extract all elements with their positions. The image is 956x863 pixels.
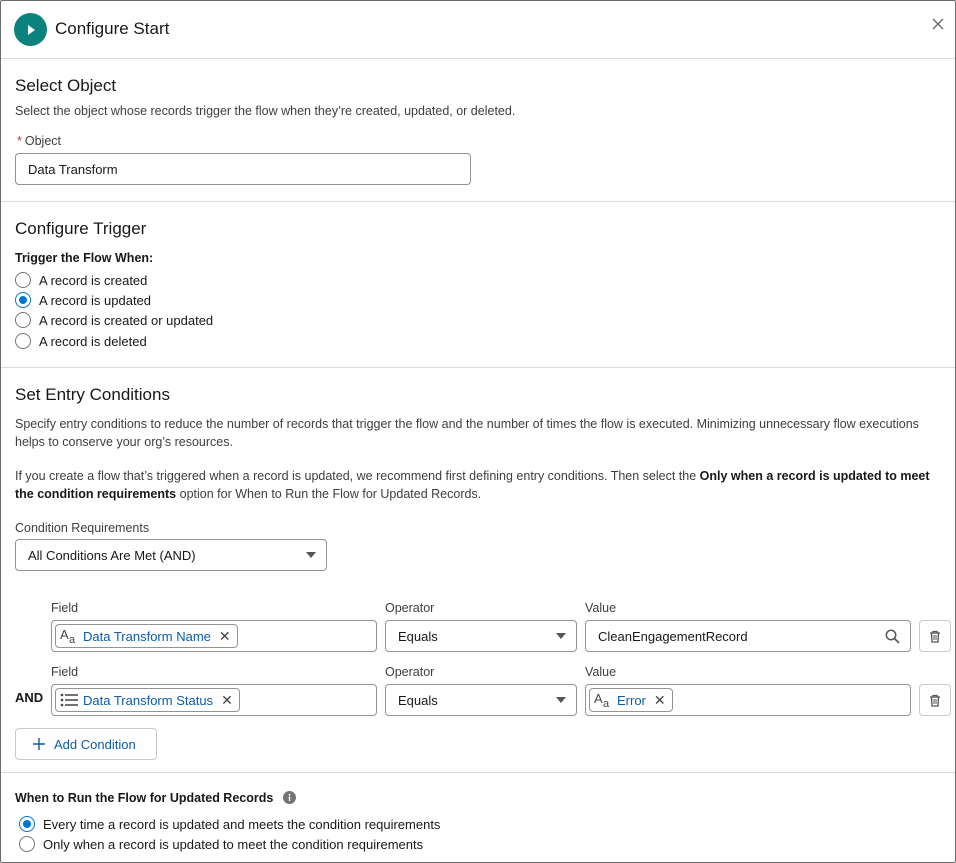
picklist-icon — [59, 692, 79, 708]
field-pill[interactable]: A a Data Transform Name ✕ — [55, 624, 238, 648]
value-pill[interactable]: A a Error ✕ — [589, 688, 673, 712]
trigger-option-created-or-updated[interactable]: A record is created or updated — [15, 311, 213, 329]
field-pill[interactable]: Data Transform Status ✕ — [55, 688, 240, 712]
play-icon — [14, 13, 47, 46]
svg-text:a: a — [603, 698, 610, 709]
add-condition-button[interactable]: Add Condition — [15, 728, 157, 760]
remove-icon[interactable]: ✕ — [221, 692, 233, 708]
condition-2-field-input[interactable] — [51, 684, 377, 716]
chevron-down-icon — [556, 697, 566, 703]
text-type-icon — [593, 691, 613, 709]
text-type-icon — [59, 627, 79, 645]
svg-text:a: a — [69, 634, 76, 645]
field-label: Field — [51, 665, 79, 679]
object-label: * Object — [17, 134, 62, 148]
radio-button[interactable] — [19, 816, 35, 832]
section-description: Select the object whose records trigger the flow when they’re created, updated, or deleted. — [15, 104, 516, 118]
radio-button[interactable] — [15, 272, 31, 288]
select-object-section — [1, 59, 955, 202]
configure-trigger-section — [1, 202, 955, 368]
section-title: Set Entry Conditions — [15, 385, 170, 404]
info-icon[interactable] — [283, 791, 296, 804]
and-connector: AND — [15, 690, 44, 705]
trigger-label: Trigger the Flow When: — [15, 251, 154, 265]
entry-conditions-note: If you create a flow that’s triggered when a record is updated, we recommend first defining entry conditions. Then select the Only when a record is updated to meet the condition requirements option for When to Run the Flow for Updated Records. — [15, 469, 930, 501]
trash-icon — [929, 630, 941, 643]
operator-label: Operator — [385, 601, 435, 615]
value-label: Value — [585, 665, 617, 679]
condition-1-field-input[interactable] — [51, 620, 377, 652]
dialog-header — [1, 1, 955, 59]
radio-button[interactable] — [15, 312, 31, 328]
object-input[interactable]: Data Transform — [15, 153, 471, 185]
value-label: Value — [585, 601, 617, 615]
delete-condition-button[interactable] — [919, 620, 951, 652]
trigger-option-updated[interactable]: A record is updated — [15, 291, 151, 309]
condition-1-value-input[interactable]: CleanEngagementRecord — [585, 620, 911, 652]
plus-icon — [32, 737, 46, 751]
condition-requirements-select[interactable]: All Conditions Are Met (AND) — [15, 539, 327, 571]
svg-text:A: A — [594, 691, 603, 706]
field-label: Field — [51, 601, 79, 615]
operator-label: Operator — [385, 665, 435, 679]
radio-button[interactable] — [15, 333, 31, 349]
trash-icon — [929, 694, 941, 707]
section-title: Configure Trigger — [15, 219, 147, 238]
condition-2-value-input[interactable] — [585, 684, 911, 716]
trigger-option-created[interactable]: A record is created — [15, 271, 147, 289]
trigger-option-deleted[interactable]: A record is deleted — [15, 332, 147, 350]
run-option-only-when[interactable]: Only when a record is updated to meet the condition requirements — [19, 835, 423, 853]
required-marker: * — [17, 134, 22, 148]
section-description: Specify entry conditions to reduce the number of records that trigger the flow and the number of times the flow is executed. Minimizing unnecessary flow executions helps to conserve your org’s resources. — [15, 417, 919, 449]
close-icon[interactable] — [929, 15, 947, 33]
radio-button[interactable] — [15, 292, 31, 308]
chevron-down-icon — [306, 552, 316, 558]
dialog-title: Configure Start — [55, 19, 170, 38]
condition-1-operator-select[interactable]: Equals — [385, 620, 577, 652]
svg-text:A: A — [60, 627, 69, 642]
condition-requirements-label: Condition Requirements — [15, 521, 150, 535]
chevron-down-icon — [556, 633, 566, 639]
section-title: Select Object — [15, 76, 117, 95]
run-flow-title: When to Run the Flow for Updated Records — [15, 791, 296, 805]
radio-button[interactable] — [19, 836, 35, 852]
search-icon — [885, 629, 900, 644]
remove-icon[interactable]: ✕ — [218, 628, 231, 644]
delete-condition-button[interactable] — [919, 684, 951, 716]
remove-icon[interactable]: ✕ — [653, 692, 666, 708]
run-option-every-time[interactable]: Every time a record is updated and meets the condition requirements — [19, 815, 440, 833]
condition-2-operator-select[interactable]: Equals — [385, 684, 577, 716]
